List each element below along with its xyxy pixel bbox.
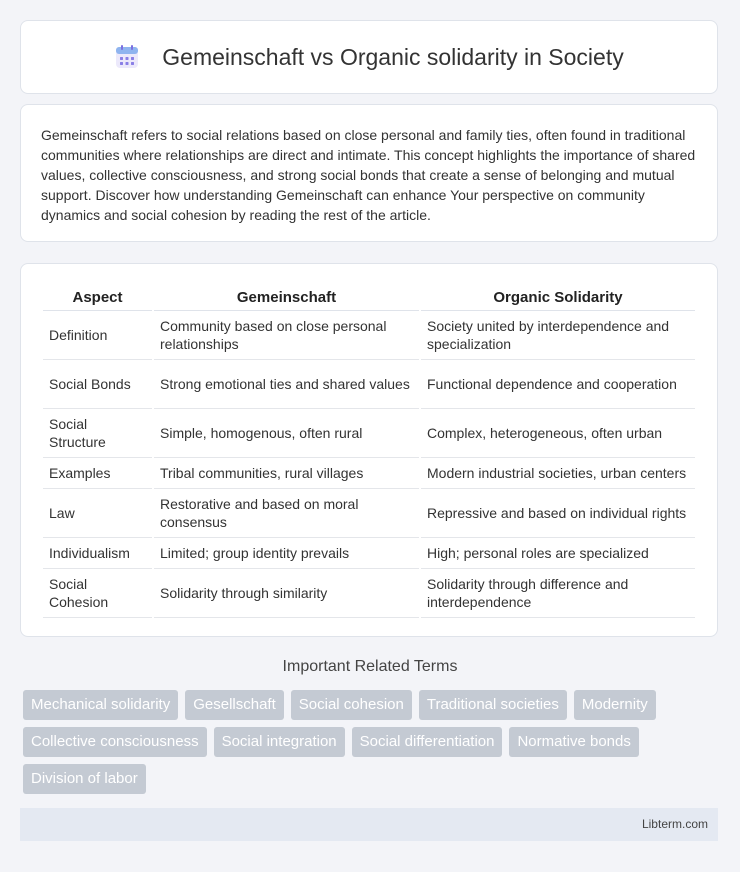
table-cell: Simple, homogenous, often rural: [154, 409, 419, 458]
tag-collective-consciousness[interactable]: Collective consciousness: [23, 727, 207, 757]
page-title: Gemeinschaft vs Organic solidarity in Society: [162, 43, 624, 70]
table-row: [43, 311, 695, 360]
tag-social-cohesion[interactable]: Social cohesion: [291, 690, 412, 720]
tag-gesellschaft[interactable]: Gesellschaft: [185, 690, 284, 720]
table-cell: Tribal communities, rural villages: [154, 458, 419, 489]
table-cell: Community based on close personal relationships: [154, 311, 419, 360]
table-cell: Law: [43, 489, 152, 538]
table-cell: Examples: [43, 458, 152, 489]
table-cell: Strong emotional ties and shared values: [154, 360, 419, 409]
intro-card: [20, 104, 718, 242]
table-row: [43, 360, 695, 409]
table-header-row: [43, 285, 695, 311]
related-terms-title: Important Related Terms: [282, 658, 458, 675]
tag-modernity[interactable]: Modernity: [574, 690, 656, 720]
comparison-card: [20, 263, 718, 637]
tag-mechanical-solidarity[interactable]: Mechanical solidarity: [23, 690, 178, 720]
table-cell: Repressive and based on individual rights: [421, 489, 695, 538]
calendar-icon: [114, 44, 140, 70]
table-cell: Individualism: [43, 538, 152, 569]
column-header-organic-solidarity: Organic Solidarity: [421, 285, 695, 311]
table-cell: Solidarity through similarity: [154, 569, 419, 618]
table-cell: Complex, heterogeneous, often urban: [421, 409, 695, 458]
footer-site-link[interactable]: Libterm.com: [641, 817, 708, 831]
table-cell: Solidarity through difference and interdependence: [421, 569, 695, 618]
footer: [20, 808, 718, 841]
tag-social-differentiation[interactable]: Social differentiation: [352, 727, 503, 757]
table-row: [43, 489, 695, 538]
table-row: [43, 458, 695, 489]
related-terms-list: [23, 690, 723, 801]
column-header-aspect: Aspect: [43, 285, 152, 311]
table-row: [43, 569, 695, 618]
table-cell: Social Bonds: [43, 360, 152, 409]
table-cell: High; personal roles are specialized: [421, 538, 695, 569]
table-cell: Functional dependence and cooperation: [421, 360, 695, 409]
table-cell: Modern industrial societies, urban centers: [421, 458, 695, 489]
tag-division-of-labor[interactable]: Division of labor: [23, 764, 146, 794]
table-cell: Social Structure: [43, 409, 152, 458]
tag-traditional-societies[interactable]: Traditional societies: [419, 690, 567, 720]
table-row: [43, 538, 695, 569]
table-row: [43, 409, 695, 458]
comparison-table: [41, 285, 697, 618]
table-cell: Social Cohesion: [43, 569, 152, 618]
column-header-gemeinschaft: Gemeinschaft: [154, 285, 419, 311]
table-cell: Society united by interdependence and specialization: [421, 311, 695, 360]
title-card: [20, 20, 718, 94]
tag-social-integration[interactable]: Social integration: [214, 727, 345, 757]
tag-normative-bonds[interactable]: Normative bonds: [509, 727, 638, 757]
table-cell: Restorative and based on moral consensus: [154, 489, 419, 538]
table-cell: Limited; group identity prevails: [154, 538, 419, 569]
intro-paragraph: Gemeinschaft refers to social relations based on close personal and family ties, often found in traditional communities where relationships are direct and intimate. This concept highlights the importance of shared values, collective consciousness, and strong social bonds that create a sense of belonging and mutual support. Discover how understanding Gemeinschaft can enhance Your perspective on community dynamics and social cohesion by reading the rest of the article.: [41, 127, 696, 223]
table-cell: Definition: [43, 311, 152, 360]
